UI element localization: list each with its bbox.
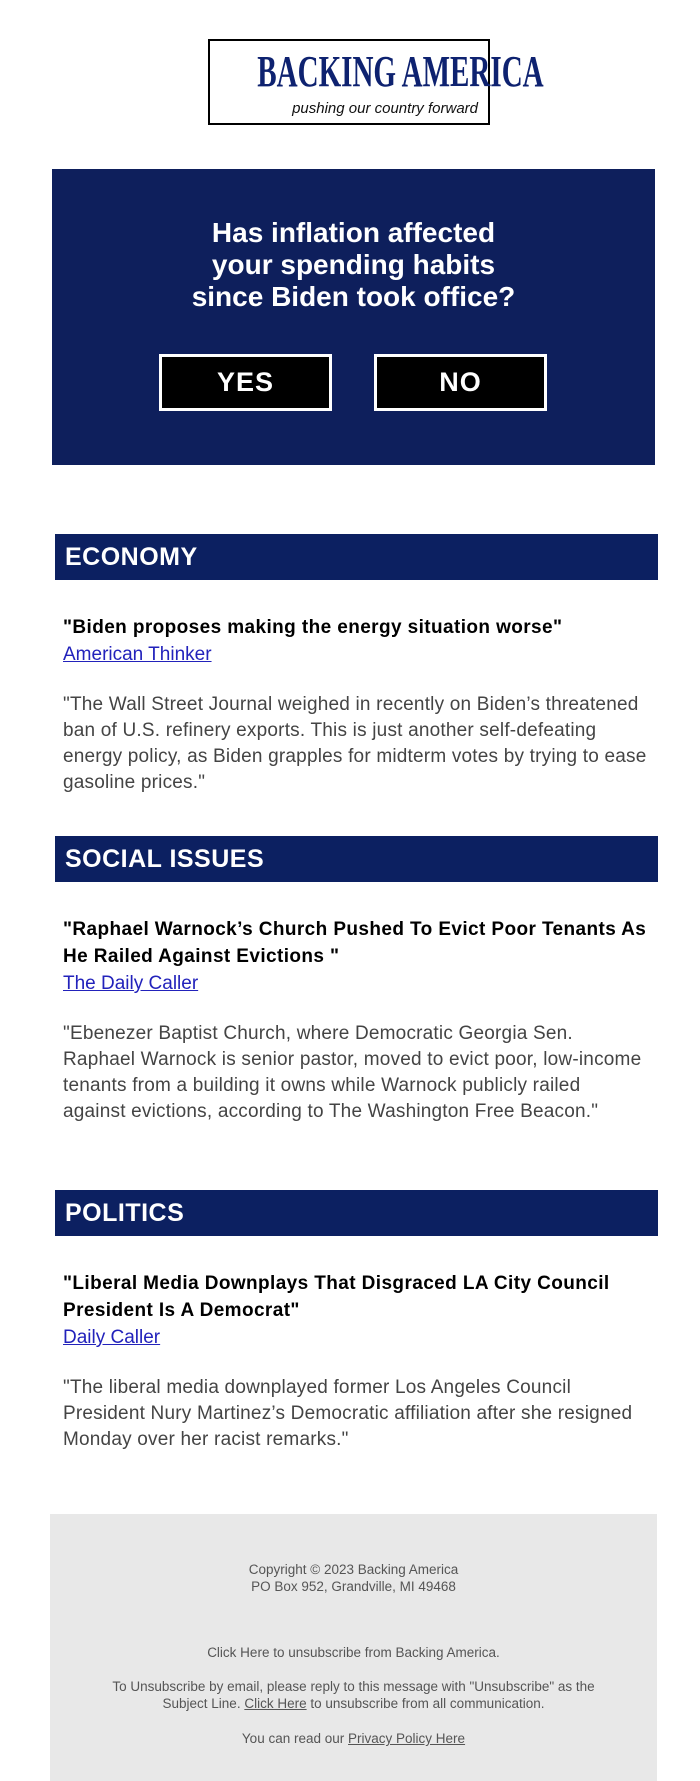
article-headline: "Liberal Media Downplays That Disgraced LA City Council President Is A Democrat" bbox=[63, 1273, 610, 1321]
poll-question-line: since Biden took office? bbox=[191, 281, 516, 312]
footer-address: PO Box 952, Grandville, MI 49468 bbox=[251, 1579, 456, 1594]
footer-unsubscribe-all-link[interactable]: Click Here bbox=[244, 1696, 307, 1711]
article-politics bbox=[63, 1270, 648, 1453]
article-excerpt: "The Wall Street Journal weighed in recently on Biden’s threatened ban of U.S. refinery exports. This is just another self-defeating energy policy, as Biden grapples for midterm votes by trying to ease gasoline prices." bbox=[63, 694, 647, 793]
article-social-issues bbox=[63, 916, 648, 1125]
article-excerpt: "Ebenezer Baptist Church, where Democratic Georgia Sen. Raphael Warnock is senior pastor, moved to evict poor, low-income tenants from a building it owns while Warnock publicly railed against evictions, according to The Washington Free Beacon." bbox=[63, 1023, 642, 1122]
poll-question-line: your spending habits bbox=[211, 249, 496, 280]
footer-privacy-text: You can read our bbox=[241, 1731, 345, 1746]
footer-email-unsub-text: To Unsubscribe by email, please reply to this message with "Unsubscribe" as the Subject Line. bbox=[112, 1679, 595, 1711]
section-header-economy: ECONOMY bbox=[55, 534, 658, 580]
footer-privacy-link[interactable]: Privacy Policy Here bbox=[348, 1731, 466, 1746]
footer-email-unsubscribe bbox=[110, 1678, 597, 1712]
email-footer bbox=[50, 1514, 657, 1781]
footer-copyright-block bbox=[50, 1561, 657, 1595]
footer-privacy bbox=[50, 1730, 657, 1747]
inflation-poll bbox=[52, 169, 655, 465]
article-economy bbox=[63, 614, 648, 796]
footer-email-unsub-tail: to unsubscribe from all communication. bbox=[310, 1696, 545, 1711]
poll-question bbox=[152, 217, 555, 313]
poll-no-button[interactable]: NO bbox=[374, 354, 547, 411]
footer-copyright: Copyright © 2023 Backing America bbox=[248, 1562, 459, 1577]
footer-unsubscribe-link[interactable]: Click Here to unsubscribe from Backing America. bbox=[207, 1645, 500, 1660]
section-header-politics: POLITICS bbox=[55, 1190, 658, 1236]
article-headline: "Raphael Warnock’s Church Pushed To Evict Poor Tenants As He Railed Against Evictions " bbox=[63, 919, 647, 967]
logo-title: BACKING AMERICA bbox=[257, 47, 544, 96]
article-excerpt: "The liberal media downplayed former Los Angeles Council President Nury Martinez’s Democratic affiliation after she resigned Monday over her racist remarks." bbox=[63, 1377, 633, 1450]
article-source-link[interactable]: American Thinker bbox=[63, 644, 212, 665]
poll-yes-button[interactable]: YES bbox=[159, 354, 332, 411]
section-header-social-issues: SOCIAL ISSUES bbox=[55, 836, 658, 882]
article-headline: "Biden proposes making the energy situation worse" bbox=[63, 617, 563, 638]
article-source-link[interactable]: The Daily Caller bbox=[63, 973, 199, 994]
article-source-link[interactable]: Daily Caller bbox=[63, 1327, 161, 1348]
brand-logo bbox=[208, 39, 544, 125]
logo-tagline: pushing our country forward bbox=[292, 100, 478, 117]
poll-question-line: Has inflation affected bbox=[211, 217, 496, 248]
